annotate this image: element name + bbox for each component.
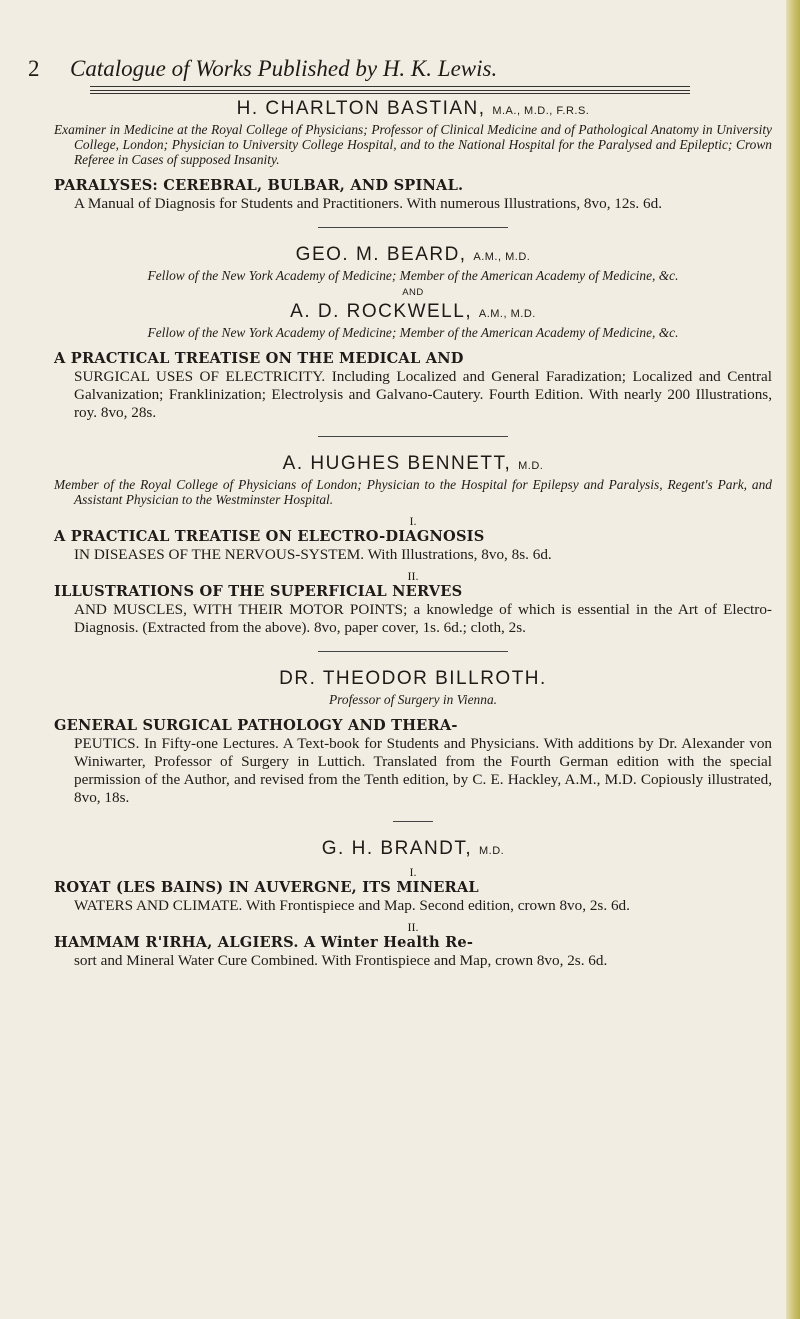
- author-affiliation: Examiner in Medicine at the Royal College of Physicians; Professor of Clinical Medicine and of Pathological Anatomy in University College, London; Physician to University College Hospital, and to the National Hospital for the Paralysed and Epileptic; Crown Referee in Cases of supposed Insanity.: [54, 122, 772, 167]
- book-entry: [54, 879, 772, 897]
- book-title: A PRACTICAL TREATISE ON ELECTRO-DIAGNOSIS: [54, 528, 485, 545]
- header-rule: [90, 90, 690, 91]
- author-name: H. CHARLTON BASTIAN, M.A., M.D., F.R.S.: [236, 98, 590, 119]
- author-degrees: M.A., M.D., F.R.S.: [492, 105, 590, 117]
- book-title: HAMMAM R'IRHA, ALGIERS. A Winter Health Re-: [54, 934, 474, 951]
- author-name: GEO. M. BEARD, A.M., M.D.: [295, 244, 531, 265]
- book-entry: [54, 717, 772, 735]
- entry-bennett: [54, 453, 772, 637]
- book-entry: [54, 583, 772, 601]
- entry-brandt: [54, 838, 772, 970]
- book-title: PARALYSES: CEREBRAL, BULBAR, AND SPINAL.: [54, 177, 464, 194]
- book-description: PEUTICS. In Fifty-one Lectures. A Text-book for Students and Physicians. With additions by Dr. Alexander von Winiwarter, Professor of Surgery in Luttich. Translated from the Fourth German edition with the special permission of the Author, and revised from the Tenth edition, by C. E. Hackley, A.M., M.D. Copiously illustrated, 8vo, 18s.: [74, 735, 772, 806]
- entry-bastian: [54, 98, 772, 213]
- author-affiliation: Member of the Royal College of Physicians of London; Physician to the Hospital for Epilepsy and Paralysis, Regent's Park, and Assistant Physician to the Westminster Hospital.: [54, 477, 772, 507]
- book-numeral: II.: [407, 569, 419, 583]
- book-title: ROYAT (LES BAINS) IN AUVERGNE, ITS MINERAL: [54, 879, 479, 896]
- book-description: sort and Mineral Water Cure Combined. With Frontispiece and Map, crown 8vo, 2s. 6d.: [74, 952, 608, 969]
- entry-beard-rockwell: [54, 244, 772, 422]
- author-affiliation: Fellow of the New York Academy of Medicine; Member of the American Academy of Medicine, &c.: [147, 325, 679, 340]
- book-title: A PRACTICAL TREATISE ON THE MEDICAL AND: [54, 350, 464, 367]
- running-title: Catalogue of Works Published by H. K. Lewis.: [70, 56, 498, 81]
- book-description: SURGICAL USES OF ELECTRICITY. Including Localized and General Faradization; Localized and Central Galvanization; Franklinization; Electrolysis and Galvano-Cautery. Fourth Edition. With nearly 200 Illustrations, roy. 8vo, 28s.: [74, 368, 772, 421]
- book-entry: [54, 177, 772, 195]
- page-number: 2: [28, 56, 40, 81]
- header-rule: [90, 93, 690, 94]
- author-name: G. H. BRANDT, M.D.: [321, 838, 505, 859]
- book-numeral: I.: [409, 865, 417, 879]
- book-numeral: II.: [407, 920, 419, 934]
- book-description: IN DISEASES OF THE NERVOUS-SYSTEM. With Illustrations, 8vo, 8s. 6d.: [74, 546, 552, 563]
- section-separator: [318, 436, 508, 437]
- catalogue-content: [54, 98, 772, 970]
- book-description: A Manual of Diagnosis for Students and Practitioners. With numerous Illustrations, 8vo, 12s. 6d.: [74, 195, 662, 212]
- book-title: GENERAL SURGICAL PATHOLOGY AND THERA-: [54, 717, 458, 734]
- author-degrees: A.M., M.D.: [478, 308, 536, 320]
- author-name: DR. THEODOR BILLROTH.: [279, 668, 547, 689]
- book-description: WATERS AND CLIMATE. With Frontispiece and Map. Second edition, crown 8vo, 2s. 6d.: [74, 897, 630, 914]
- header-rule: [90, 86, 690, 87]
- author-degrees: M.D.: [478, 845, 505, 857]
- section-separator: [318, 227, 508, 228]
- book-entry: [54, 350, 772, 368]
- section-separator: [318, 651, 508, 652]
- book-entry: [54, 528, 772, 546]
- book-entry: [54, 934, 772, 952]
- book-title: ILLUSTRATIONS OF THE SUPERFICIAL NERVES: [54, 583, 463, 600]
- author-affiliation: Professor of Surgery in Vienna.: [329, 692, 497, 707]
- conjunction: AND: [402, 287, 424, 298]
- author-name: A. D. ROCKWELL, A.M., M.D.: [290, 301, 536, 322]
- book-description: AND MUSCLES, WITH THEIR MOTOR POINTS; a knowledge of which is essential in the Art of Electro-Diagnosis. (Extracted from the above). 8vo, paper cover, 1s. 6d.; cloth, 2s.: [74, 601, 772, 636]
- author-degrees: M.D.: [518, 460, 544, 472]
- author-affiliation: Fellow of the New York Academy of Medicine; Member of the American Academy of Medicine, &c.: [147, 268, 679, 283]
- page-edge: [786, 0, 800, 1319]
- section-separator: [393, 821, 433, 822]
- author-degrees: A.M., M.D.: [473, 251, 531, 263]
- entry-billroth: [54, 668, 772, 807]
- book-numeral: I.: [409, 514, 417, 528]
- author-name: A. HUGHES BENNETT, M.D.: [282, 453, 544, 474]
